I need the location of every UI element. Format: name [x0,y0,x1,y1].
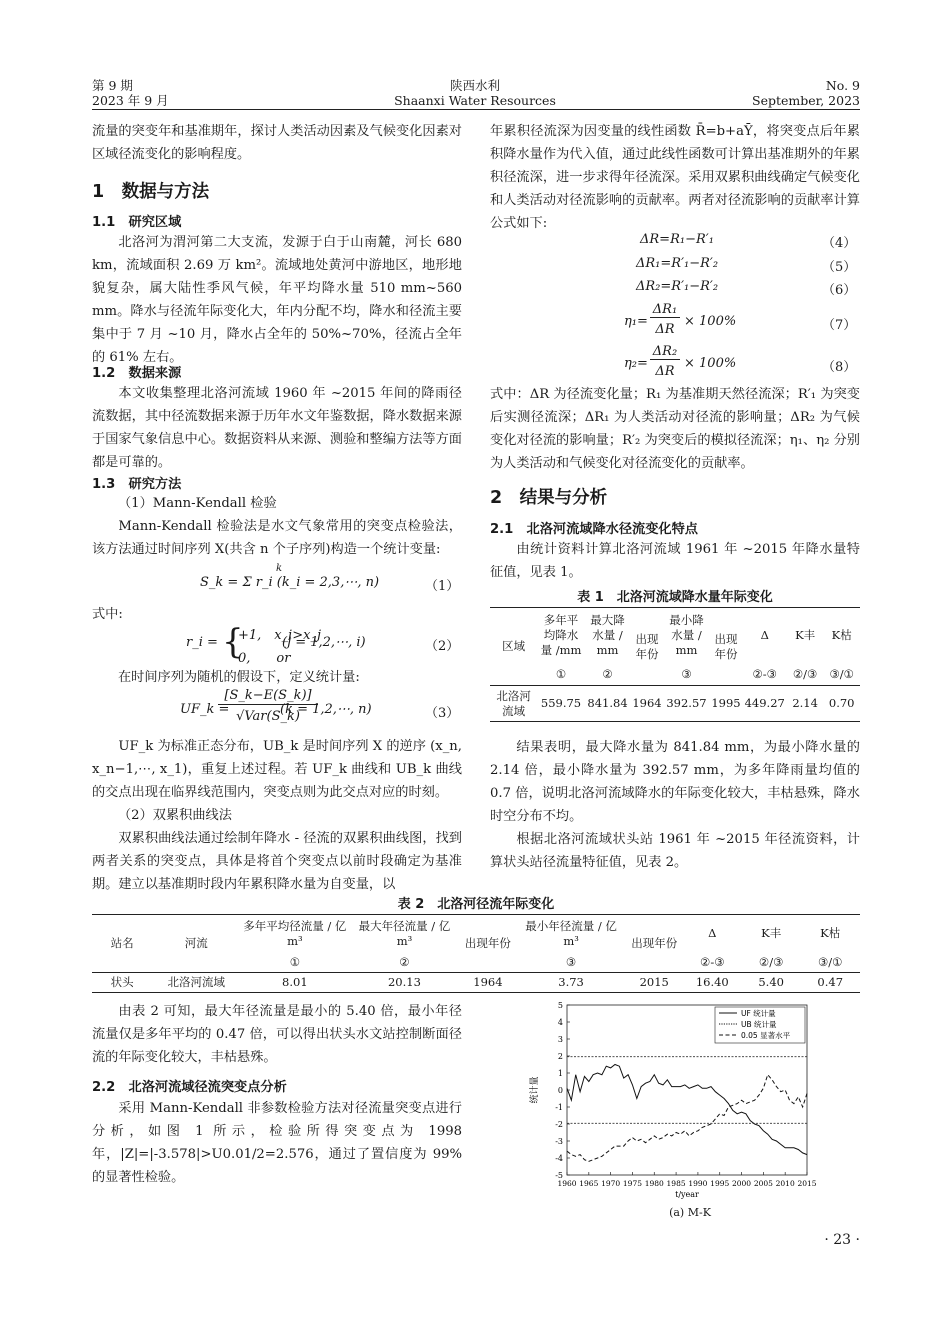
y-tick-label: -4 [555,1154,563,1163]
equation-3-number: （3） [425,706,460,721]
section-1-2-para: 本文收集整理北洛河流域 1960 年 ~2015 年间的降雨径流数据，其中径流数据来源于历年水文年鉴数据，降水数据来源于国家气象信息中心。数据资料从来源、测验和整编方法等方面都是可靠的。 [92,386,462,470]
t2-cell-max: 20.13 [387,975,421,989]
legend-ub-label: UB 统计量 [741,1020,777,1029]
hypothesis-para: 在时间序列为随机的假设下，定义统计量: [118,670,360,685]
t2-idx-5: ②/③ [758,954,784,969]
y-tick-label: -1 [555,1103,563,1112]
equation-4-number: （4） [822,236,857,251]
section-1-heading: 1 数据与方法 [92,182,210,202]
t2-cell-min: 3.73 [558,975,584,989]
figure-caption: (a) M-K [669,1206,711,1219]
equation-8-numerator: ΔR₂ [650,344,680,360]
t2-cell-avg: 8.01 [282,975,308,989]
x-tick-label: 2010 [775,1179,795,1188]
section-2-heading: 2 结果与分析 [490,488,608,508]
t1-h-year2: 出现年份 [714,631,738,661]
t2-idx-4: ②-③ [700,954,725,969]
method-2-title: （2）双累积曲线法 [118,808,232,823]
t1-idx-6: ③/① [829,666,854,681]
x-tick-label: 2005 [753,1179,773,1188]
t1-h-max: 最大降水量 / mm [590,613,625,658]
equation-7-denominator: ΔR [655,322,675,337]
ufk-ubk-para: UF_k 为标准正态分布，UB_k 是时间序列 X 的逆序 (x_n, x_n−1,⋯, x_1)，重复上述过程。若 UF_k 曲线和 UB_k 曲线的交点出现在临界线范围内，突变点则为此交点对应的时刻。 [92,739,462,800]
t2-cell-river: 北洛河流域 [167,975,225,989]
t1-idx-5: ②/③ [792,666,818,681]
equation-3-range: (k = 1,2,⋯, n) [280,702,372,717]
equation-6: ΔR₂=R′₁−R′₂ [636,279,719,294]
t2-h-avg: 多年平均径流量 / 亿 m³ [243,918,347,948]
equation-2-case-b: 0, or [238,651,291,666]
header-issue-en: No. 9 [825,78,860,93]
t1-idx-2: ② [602,666,613,681]
y-tick-label: 2 [557,1052,563,1061]
equation-2-case-a: +1, x_i>x_j [238,628,322,643]
x-tick-label: 1980 [644,1179,664,1188]
table-2-caption: 表 2 北洛河径流年际变化 [397,897,555,912]
t1-h-avg: 多年平均降水量 /mm [540,613,582,658]
table-2-intro-para: 根据北洛河流域状头站 1961 年 ~2015 年径流资料，计算状头站径流量特征值，见表 2。 [490,832,860,870]
header-rule [92,109,860,110]
t1-cell-year2: 1995 [711,696,741,710]
t2-idx-3: ③ [565,954,577,969]
t2-h-kku: K枯 [820,926,841,941]
t2-cell-kfeng: 5.40 [758,975,784,989]
y-tick-label: -2 [555,1120,563,1129]
y-tick-label: 0 [557,1086,563,1095]
table-1-caption: 表 1 北洛河流域降水量年际变化 [577,590,773,605]
table-1 [490,607,860,722]
equation-2-range: (j = 1,2,⋯, i) [282,635,366,650]
eq1-sum-upper: k [276,563,283,574]
section-1-3-heading: 1.3 研究方法 [92,477,182,492]
equation-1: S_k = Σ r_i (k_i = 2,3,⋯, n) [200,575,380,590]
t2-h-river: 河流 [184,936,208,950]
table-1-result-para: 结果表明，最大降水量为 841.84 mm，为最小降水量的 2.14 倍，最小降水量为 392.57 mm，为多年降雨量均值的 0.7 倍，说明北洛河流域降水的年际变化较大，丰枯悬殊，降水时空分布不均。 [490,740,860,824]
header-date-cn: 2023 年 9 月 [92,93,169,108]
equation-6-number: （6） [822,283,857,298]
x-tick-label: 1990 [688,1179,708,1188]
t2-h-year1: 出现年份 [464,936,511,950]
section-2-1-para: 由统计资料计算北洛河流域 1961 年 ~2015 年降水量特征值，见表 1。 [490,542,860,580]
equation-1-number: （1） [425,579,460,594]
header-date-en: September, 2023 [752,93,860,108]
variables-definition-para: 式中：ΔR 为径流变化量；R₁ 为基准期天然径流深；R′₁ 为突变后实测径流深；ΔR₁ 为人类活动对径流的影响量；ΔR₂ 为气候变化对径流的影响量；R′₂ 为突变后的模拟径流深；η₁、η₂ 分别为人类活动和气候变化对径流变化的贡献率。 [490,387,860,471]
equation-8-lhs: η₂= [624,356,648,371]
t2-idx-1: ① [289,954,300,969]
t1-cell-kfeng: 2.14 [792,696,818,710]
y-tick-label: -3 [555,1137,563,1146]
t2-h-delta: Δ [708,926,717,941]
header-journal-cn: 陕西水利 [449,78,500,93]
equation-2-number: （2） [425,639,460,654]
shizhong-label: 式中: [92,607,123,622]
x-tick-label: 2015 [797,1179,817,1188]
y-tick-label: 3 [557,1035,563,1044]
method-2-para: 双累积曲线法通过绘制年降水 - 径流的双累积曲线图，找到两者关系的突变点，具体是将首个突变点以前时段确定为基准期。建立以基准期时段内年累积降水量为自变量，以 [92,831,462,892]
left-intro-para: 流量的突变年和基准期年，探讨人类活动因素及气候变化因素对区域径流变化的影响程度。 [92,124,462,162]
t1-h-kku: K枯 [831,628,852,643]
equation-7-rhs: × 100% [684,314,737,329]
t1-cell-min: 392.57 [666,696,707,710]
t2-cell-year1: 1964 [473,975,503,989]
t1-cell-delta: 449.27 [744,696,785,710]
header-issue-cn: 第 9 期 [92,78,133,93]
t2-h-min: 最小年径流量 / 亿 m³ [525,918,617,948]
section-1-2-heading: 1.2 数据来源 [92,366,182,381]
equation-8-number: （8） [822,360,857,375]
section-1-1-heading: 1.1 研究区域 [92,215,182,230]
equation-3-numerator: [S_k−E(S_k)] [218,688,318,705]
t1-idx-3: ③ [681,666,692,681]
equation-7-number: （7） [822,318,857,333]
t2-cell-kku: 0.47 [817,975,844,989]
t1-cell-avg: 559.75 [540,696,582,710]
t2-cell-year2: 2015 [639,975,669,989]
table-2-result-para: 由表 2 可知，最大年径流量是最小的 5.40 倍，最小年径流量仅是多年平均的 0.47 倍，可以得出状头水文站控制断面径流的年际变化较大，丰枯悬殊。 [92,1004,462,1065]
equation-8-denominator: ΔR [655,364,675,379]
equation-5-number: （5） [822,260,857,275]
t1-h-kfeng: K丰 [795,628,816,643]
y-tick-label: 4 [557,1018,563,1027]
equation-3-lhs: UF_k = [180,702,230,717]
x-tick-label: 1965 [579,1179,599,1188]
t1-cell-region: 北洛河流域 [496,688,531,718]
header-journal-en: Shaanxi Water Resources [394,93,556,108]
section-2-2-heading: 2.2 北洛河流域径流突变点分析 [92,1080,287,1095]
t1-h-year1: 出现年份 [635,631,659,661]
page-number: · 23 · [824,1232,860,1248]
x-tick-label: 1960 [557,1179,577,1188]
y-tick-label: 5 [557,1001,563,1010]
t1-cell-max: 841.84 [587,696,628,710]
right-continuation-para: 年累积径流深为因变量的线性函数 R̄=b+aȲ，将突变点后年累积降水量作为代入值，通过此线性函数可计算出基准期外的年累积径流深，进一步求得年径流深。采用双累积曲线确定气候变化和人类活动对径流影响的贡献率。两者对径流影响的贡献率计算公式如下: [490,124,860,231]
t1-h-region: 区域 [502,639,526,653]
t1-cell-kku: 0.70 [828,696,855,710]
equation-2-lhs: r_i = [186,635,218,650]
y-axis-label: 统计量 [530,1076,540,1104]
mk-chart [525,1000,825,1205]
t2-idx-2: ② [399,954,410,969]
t1-h-delta: Δ [760,628,769,643]
t1-h-min: 最小降水量 / mm [669,613,704,658]
section-1-1-para: 北洛河为渭河第二大支流，发源于白于山南麓，河长 680 km，流域面积 2.69 万 km²。流域地处黄河中游地区，地形地貌复杂，属大陆性季风气候，年平均降水量 510 mm~560 mm。降水与径流年际变化大，年内分配不均，降水和径流主要集中于 7 月 ~10 月，降水占全年的 50%~70%，径流占全年的 61% 左右。 [92,235,462,365]
t2-h-max: 最大年径流量 / 亿 m³ [358,918,451,948]
equation-5: ΔR₁=R′₁−R′₂ [636,256,719,271]
t2-h-year2: 出现年份 [631,936,678,950]
y-tick-label: -5 [555,1171,563,1180]
method-1-para: Mann-Kendall 检验法是水文气象常用的突变点检验法，该方法通过时间序列 X(共含 n 个子序列)构造一个统计变量: [92,519,462,557]
t2-h-station: 站名 [110,936,134,950]
t2-cell-station: 状头 [110,975,134,989]
y-tick-label: 1 [557,1069,563,1078]
legend-sig-label: 0.05 显著水平 [741,1031,791,1040]
x-tick-label: 2000 [731,1179,752,1188]
method-1-title: （1）Mann-Kendall 检验 [118,496,277,511]
ub-series-line [567,1075,807,1162]
equation-8-rhs: × 100% [684,356,737,371]
t1-idx-1: ① [555,666,567,681]
legend-uf-label: UF 统计量 [741,1009,776,1018]
table-2 [92,914,860,993]
x-tick-label: 1995 [710,1179,730,1188]
x-tick-label: 1975 [622,1179,643,1188]
t2-idx-6: ③/① [817,954,843,969]
equation-3-denominator: √Var(S_k) [236,709,300,724]
equation-2-brace: { [222,622,244,662]
t1-cell-year1: 1964 [632,696,662,710]
x-tick-label: 1970 [601,1179,621,1188]
t2-cell-delta: 16.40 [695,975,729,989]
equation-7-lhs: η₁= [624,314,648,329]
x-tick-label: 1985 [666,1179,686,1188]
x-axis-label: t/year [675,1190,699,1199]
section-2-2-para: 采用 Mann-Kendall 非参数检验方法对径流量突变点进行分析，如图 1 所示，检验所得突变点为 1998 年，|Z|=|-3.578|>U0.01/2=2.576，通过了置信度为 99% 的显著性检验。 [92,1101,462,1185]
t2-h-kfeng: K丰 [761,926,782,941]
section-2-1-heading: 2.1 北洛河流域降水径流变化特点 [490,522,698,537]
t1-idx-4: ②-③ [752,666,777,681]
equation-4: ΔR=R₁−R′₁ [640,232,714,247]
equation-7-numerator: ΔR₁ [650,302,680,318]
